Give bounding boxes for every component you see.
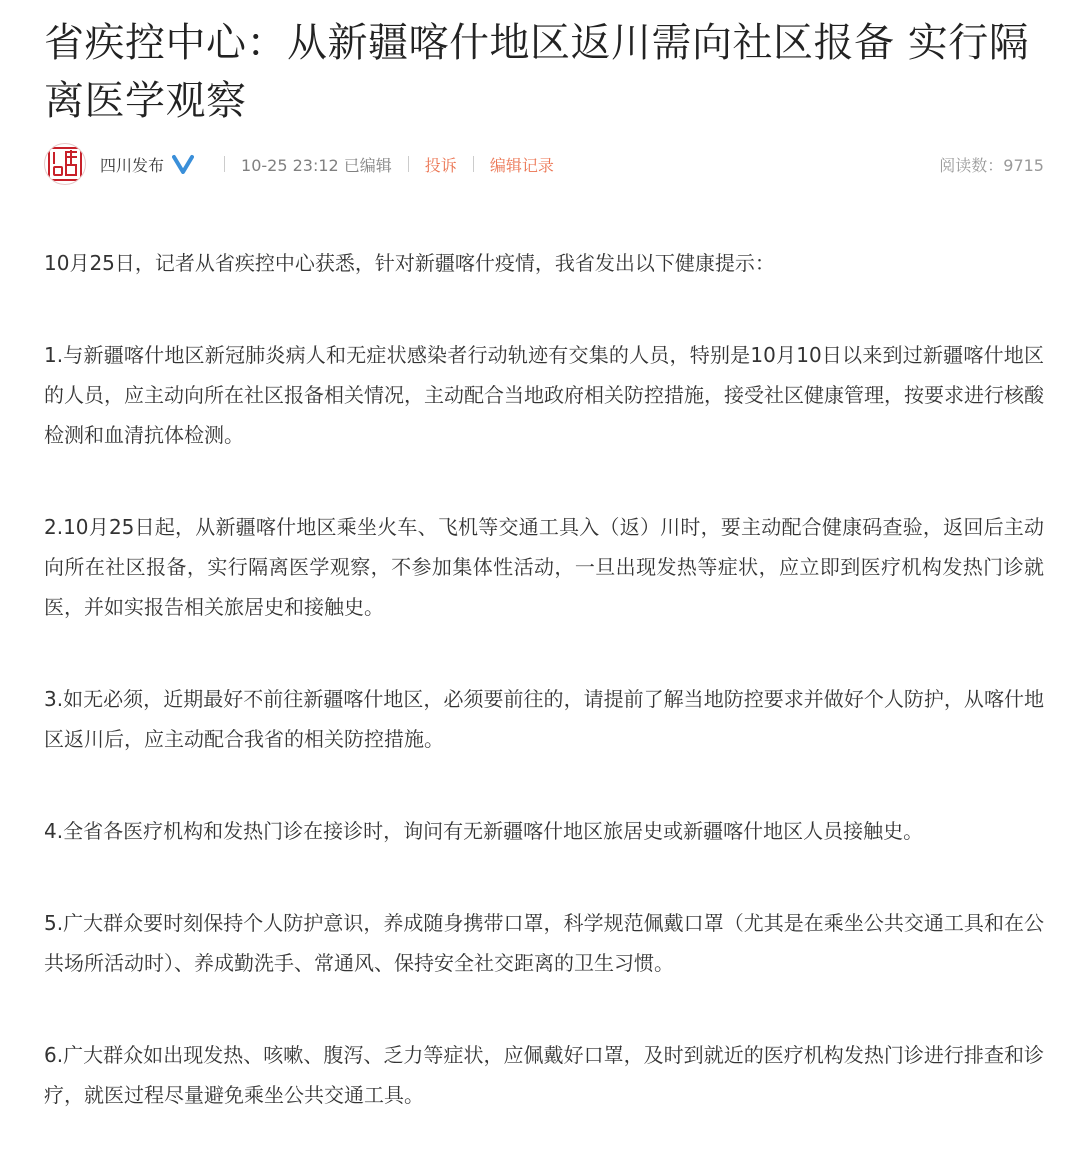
article-title: 省疾控中心：从新疆喀什地区返川需向社区报备 实行隔离医学观察 <box>44 20 1030 124</box>
paragraph: 10月25日，记者从省疾控中心获悉，针对新疆喀什疫情，我省发出以下健康提示： <box>44 251 775 275</box>
article <box>44 0 1044 1107</box>
publish-time: 10-25 23:12 已编辑 <box>241 155 392 175</box>
paragraph: 1.与新疆喀什地区新冠肺炎病人和无症状感染者行动轨迹有交集的人员，特别是10月10日以来到过新疆喀什地区的人员，应主动向所在社区报备相关情况，主动配合当地政府相关防控措施，接受社区健康管理，按要求进行核酸检测和血清抗体检测。 <box>44 343 1044 447</box>
edit-history-link[interactable]: 编辑记录 <box>489 155 554 175</box>
seal-logo-icon <box>48 147 82 181</box>
paragraph: 5.广大群众要时刻保持个人防护意识，养成随身携带口罩，科学规范佩戴口罩（尤其是在乘坐公共交通工具和在公共场所活动时）、养成勤洗手、常通风、保持安全社交距离的卫生习惯。 <box>44 911 1044 975</box>
author-avatar[interactable] <box>44 143 86 185</box>
paragraph: 3.如无必须，近期最好不前往新疆喀什地区，必须要前往的，请提前了解当地防控要求并做好个人防护，从喀什地区返川后，应主动配合我省的相关防控措施。 <box>44 687 1044 751</box>
paragraph: 2.10月25日起，从新疆喀什地区乘坐火车、飞机等交通工具入（返）川时，要主动配合健康码查验，返回后主动向所在社区报备，实行隔离医学观察，不参加集体性活动，一旦出现发热等症状，应立即到医疗机构发热门诊就医，并如实报告相关旅居史和接触史。 <box>44 515 1044 619</box>
complain-link[interactable]: 投诉 <box>424 155 457 175</box>
verified-icon <box>172 154 194 174</box>
divider <box>408 156 409 172</box>
paragraph: 4.全省各医疗机构和发热门诊在接诊时，询问有无新疆喀什地区旅居史或新疆喀什地区人员接触史。 <box>44 819 924 843</box>
divider <box>473 156 474 172</box>
divider <box>224 156 225 172</box>
author-name[interactable]: 四川发布 <box>100 155 165 175</box>
paragraph: 6.广大群众如出现发热、咳嗽、腹泻、乏力等症状，应佩戴好口罩，及时到就近的医疗机构发热门诊进行排查和诊疗，就医过程尽量避免乘坐公共交通工具。 <box>44 1043 1044 1107</box>
read-count: 阅读数：9715 <box>939 155 1044 175</box>
article-body <box>44 243 1044 1167</box>
article-meta <box>44 144 1044 184</box>
